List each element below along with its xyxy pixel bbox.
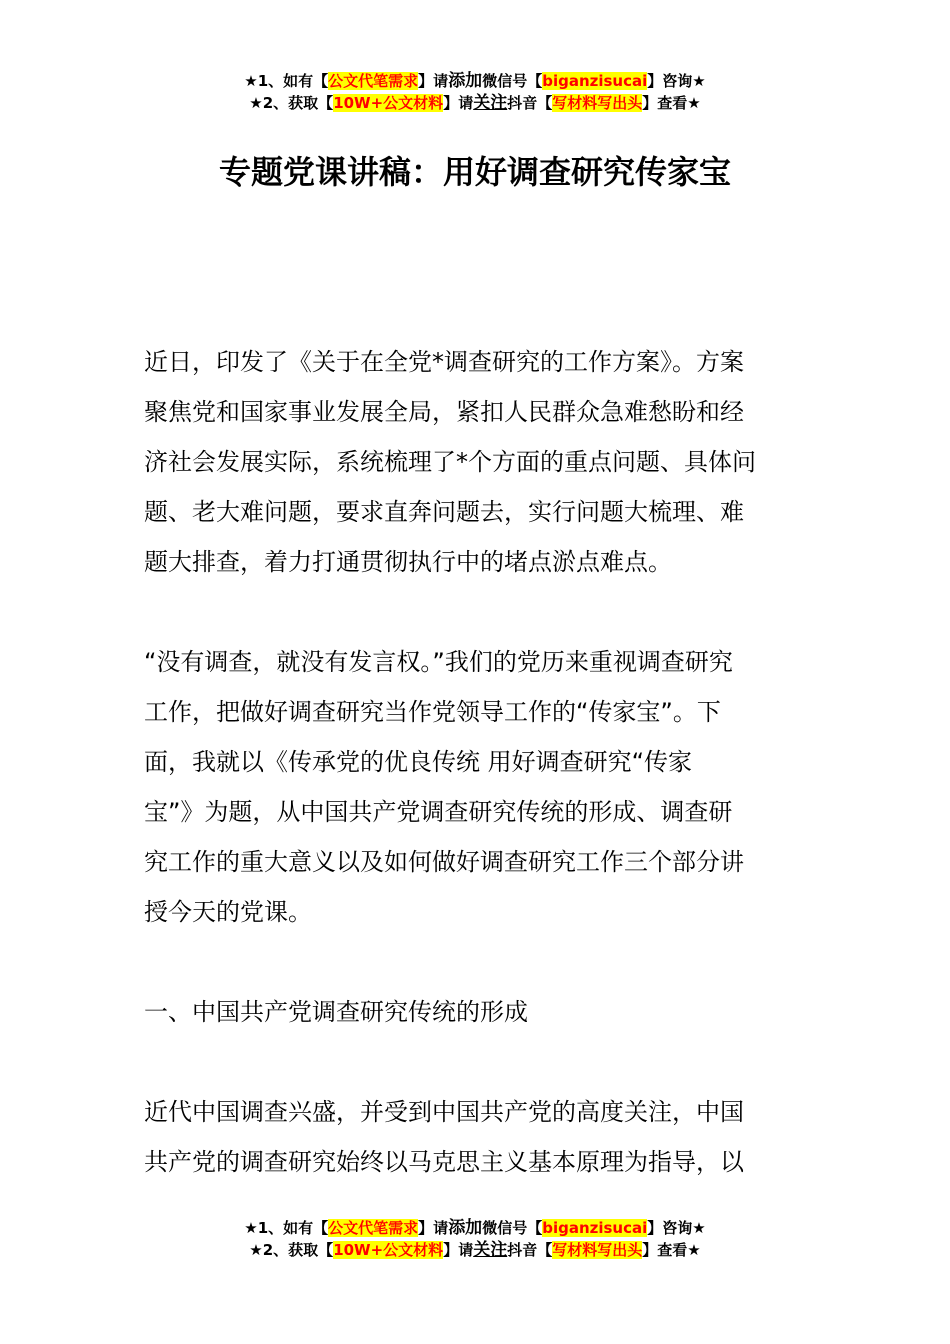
- text-line: 共产党的调查研究始终以马克思主义基本原理为指导，以: [144, 1148, 744, 1176]
- promo-highlight: 公文代笔需求: [328, 1219, 419, 1237]
- promo-line-1: ★1、如有【公文代笔需求】请添加微信号【biganzisucai】咨询★: [244, 71, 706, 91]
- promo-line-1: ★1、如有【公文代笔需求】请添加微信号【biganzisucai】咨询★: [244, 1218, 706, 1238]
- text-line: 近日，印发了《关于在全党*调查研究的工作方案》。方案: [144, 348, 744, 376]
- document-body: [144, 337, 808, 1237]
- text-line: 究工作的重大意义以及如何做好调查研究工作三个部分讲: [144, 848, 744, 876]
- text-line: 近代中国调查兴盛，并受到中国共产党的高度关注，中国: [144, 1098, 744, 1126]
- paragraph-3: [144, 1087, 808, 1187]
- section-heading-1: 一、中国共产党调查研究传统的形成: [144, 998, 528, 1026]
- text-line: 聚焦党和国家事业发展全局，紧扣人民群众急难愁盼和经: [144, 398, 744, 426]
- paragraph-2: [144, 637, 808, 937]
- text-line: 宝”》为题，从中国共产党调查研究传统的形成、调查研: [144, 798, 733, 826]
- text-line: 授今天的党课。: [144, 898, 312, 926]
- promo-highlight: 10W+公文材料: [333, 94, 444, 112]
- promo-highlight: 10W+公文材料: [333, 1241, 444, 1259]
- douyin-id-highlight: 写材料写出头: [552, 94, 643, 112]
- document-title: 专题党课讲稿：用好调查研究传家宝: [218, 153, 731, 191]
- douyin-id-highlight: 写材料写出头: [552, 1241, 643, 1259]
- text-line: 题大排查，着力打通贯彻执行中的堵点淤点难点。: [144, 548, 672, 576]
- text-line: 面，我就以《传承党的优良传统 用好调查研究“传家: [144, 748, 693, 776]
- text-line: “没有调查，就没有发言权。”我们的党历来重视调查研究: [144, 648, 733, 676]
- promo-line-2: ★2、获取【10W+公文材料】请关注抖音【写材料写出头】查看★: [249, 93, 701, 113]
- promo-line-2: ★2、获取【10W+公文材料】请关注抖音【写材料写出头】查看★: [249, 1240, 701, 1260]
- promo-highlight: 公文代笔需求: [328, 72, 419, 90]
- bottom-promo-banner: [0, 1217, 950, 1261]
- text-line: 济社会发展实际，系统梳理了*个方面的重点问题、具体问: [144, 448, 756, 476]
- wechat-id-highlight: biganzisucai: [542, 1219, 648, 1237]
- wechat-id-highlight: biganzisucai: [542, 72, 648, 90]
- paragraph-1: [144, 337, 808, 587]
- text-line: 题、老大难问题，要求直奔问题去，实行问题大梳理、难: [144, 498, 744, 526]
- text-line: 工作，把做好调查研究当作党领导工作的“传家宝”。下: [144, 698, 721, 726]
- top-promo-banner: [0, 70, 950, 114]
